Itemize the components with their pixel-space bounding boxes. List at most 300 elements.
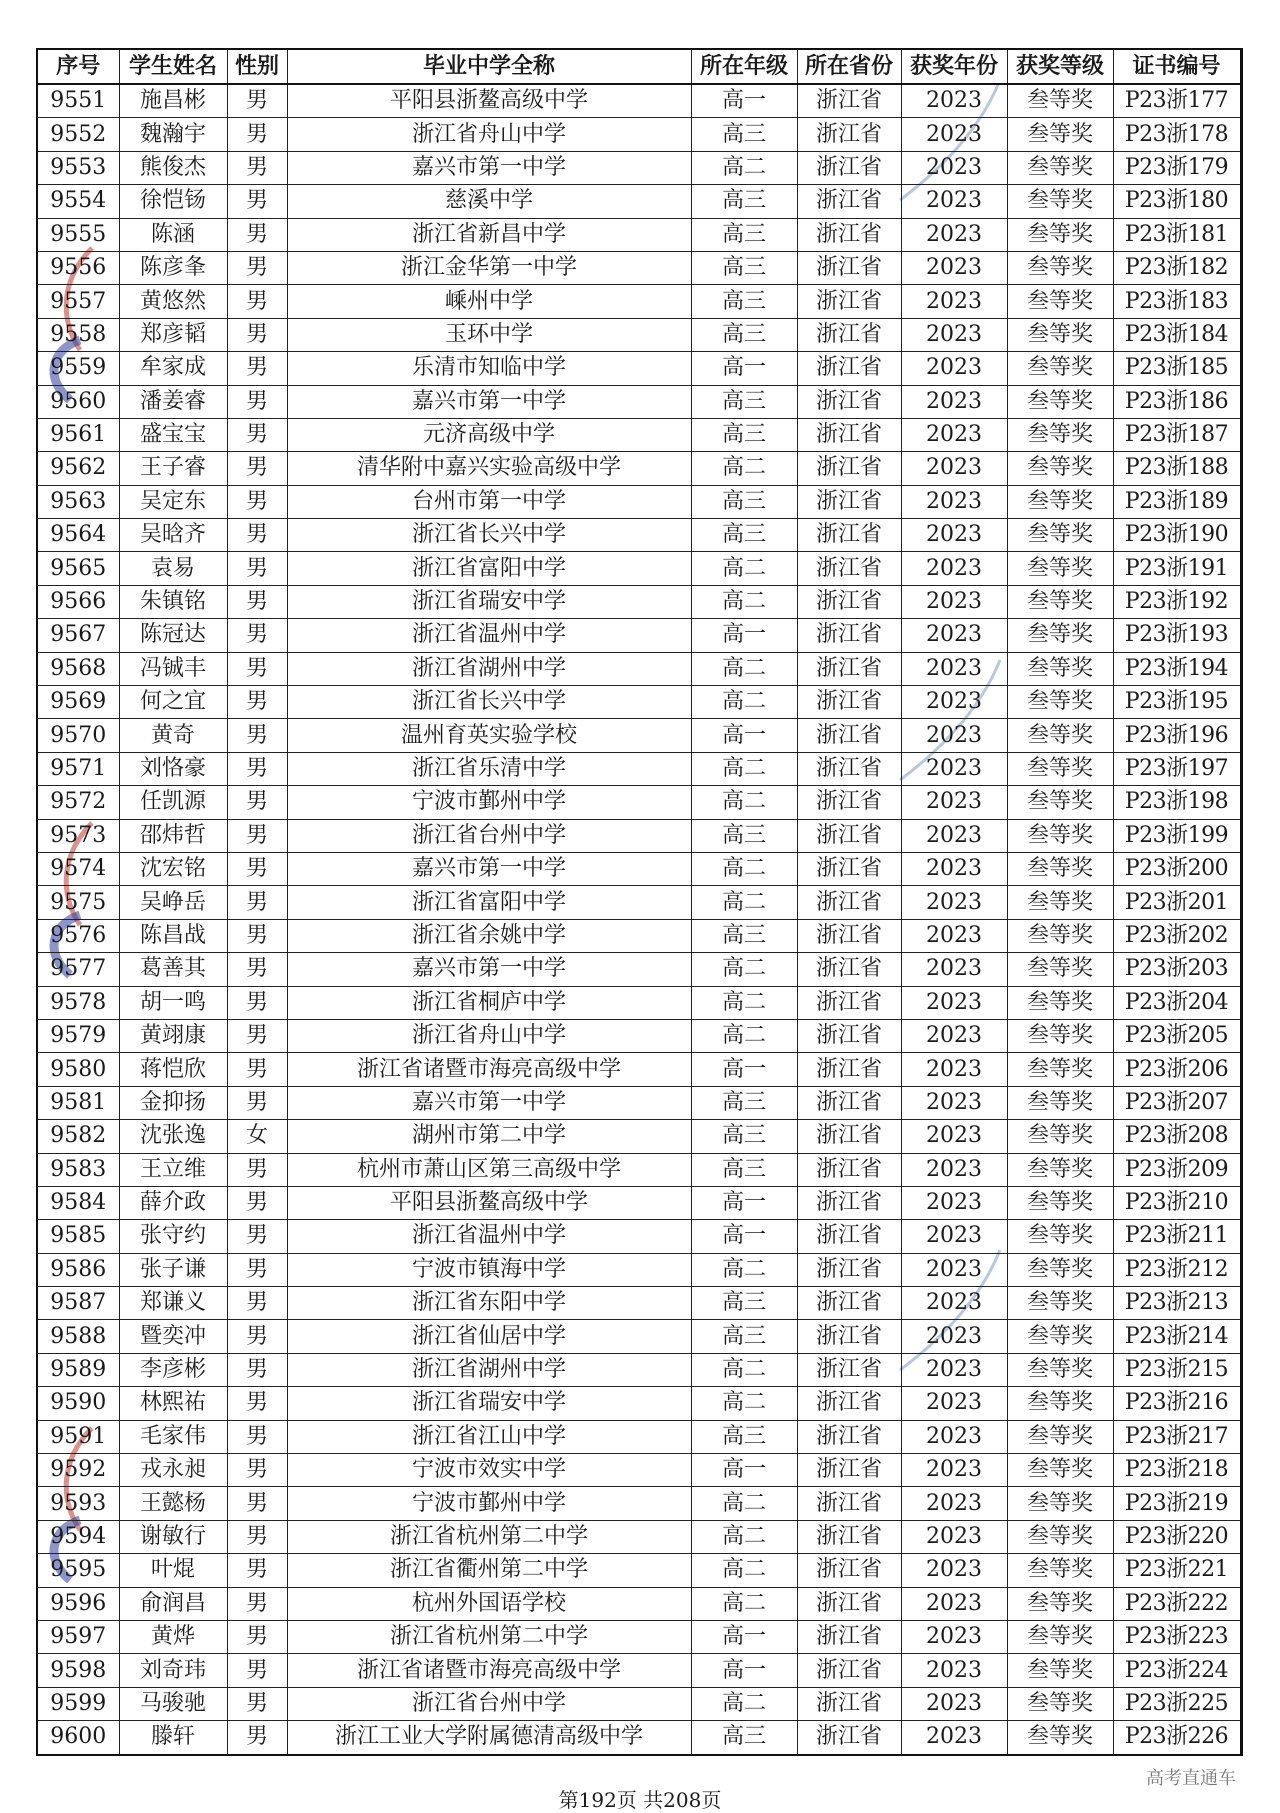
level-cell: 叁等奖 [1007,151,1113,184]
year-cell: 2023 [901,1587,1007,1620]
grade-cell: 高二 [691,953,797,986]
province-cell: 浙江省 [797,752,901,785]
school-cell: 浙江省瑞安中学 [287,1387,691,1420]
seq-cell: 9551 [37,84,119,118]
school-cell: 浙江省舟山中学 [287,1019,691,1052]
cert-cell: P23浙192 [1113,585,1241,618]
name-cell: 金抑扬 [119,1086,227,1119]
table-row [37,819,1241,852]
gender-cell: 男 [227,1220,287,1253]
school-cell: 浙江省温州中学 [287,1220,691,1253]
table-row [37,1153,1241,1186]
name-cell: 暨奕冲 [119,1320,227,1353]
school-cell: 浙江省余姚中学 [287,919,691,952]
cert-cell: P23浙203 [1113,953,1241,986]
name-cell: 盛宝宝 [119,418,227,451]
gender-cell: 男 [227,1320,287,1353]
grade-cell: 高三 [691,1320,797,1353]
name-cell: 陈昌战 [119,919,227,952]
level-cell: 叁等奖 [1007,786,1113,819]
year-cell: 2023 [901,552,1007,585]
year-cell: 2023 [901,919,1007,952]
seq-cell: 9567 [37,619,119,652]
seq-cell: 9564 [37,519,119,552]
cert-cell: P23浙197 [1113,752,1241,785]
grade-cell: 高三 [691,1120,797,1153]
province-cell: 浙江省 [797,1520,901,1553]
province-cell: 浙江省 [797,552,901,585]
school-cell: 宁波市鄞州中学 [287,1487,691,1520]
province-cell: 浙江省 [797,485,901,518]
seq-cell: 9583 [37,1153,119,1186]
year-cell: 2023 [901,485,1007,518]
province-cell: 浙江省 [797,251,901,284]
cert-cell: P23浙224 [1113,1654,1241,1687]
name-cell: 滕轩 [119,1721,227,1755]
table-row [37,1387,1241,1420]
table-row [37,1420,1241,1453]
grade-cell: 高二 [691,1587,797,1620]
table-row [37,519,1241,552]
gender-cell: 男 [227,752,287,785]
cert-cell: P23浙212 [1113,1253,1241,1286]
name-cell: 袁易 [119,552,227,585]
level-cell: 叁等奖 [1007,1053,1113,1086]
cert-cell: P23浙193 [1113,619,1241,652]
province-cell: 浙江省 [797,151,901,184]
seq-cell: 9586 [37,1253,119,1286]
level-cell: 叁等奖 [1007,1687,1113,1720]
level-cell: 叁等奖 [1007,719,1113,752]
header-seq: 序号 [37,49,119,84]
grade-cell: 高三 [691,1153,797,1186]
province-cell: 浙江省 [797,1554,901,1587]
level-cell: 叁等奖 [1007,585,1113,618]
name-cell: 熊俊杰 [119,151,227,184]
grade-cell: 高一 [691,84,797,118]
table-row [37,1287,1241,1320]
province-cell: 浙江省 [797,452,901,485]
grade-cell: 高一 [691,719,797,752]
name-cell: 沈宏铭 [119,852,227,885]
seq-cell: 9590 [37,1387,119,1420]
seq-cell: 9582 [37,1120,119,1153]
seq-cell: 9580 [37,1053,119,1086]
province-cell: 浙江省 [797,1253,901,1286]
year-cell: 2023 [901,1186,1007,1219]
table-row [37,151,1241,184]
name-cell: 潘姜睿 [119,385,227,418]
province-cell: 浙江省 [797,1487,901,1520]
year-cell: 2023 [901,1620,1007,1653]
school-cell: 浙江金华第一中学 [287,251,691,284]
level-cell: 叁等奖 [1007,1454,1113,1487]
province-cell: 浙江省 [797,1587,901,1620]
header-award-year: 获奖年份 [901,49,1007,84]
gender-cell: 男 [227,552,287,585]
year-cell: 2023 [901,251,1007,284]
year-cell: 2023 [901,819,1007,852]
school-cell: 浙江省台州中学 [287,1687,691,1720]
award-table [36,48,1243,1756]
level-cell: 叁等奖 [1007,1353,1113,1386]
year-cell: 2023 [901,1420,1007,1453]
province-cell: 浙江省 [797,1153,901,1186]
table-row [37,652,1241,685]
school-cell: 浙江省仙居中学 [287,1320,691,1353]
grade-cell: 高二 [691,1353,797,1386]
cert-cell: P23浙183 [1113,285,1241,318]
cert-cell: P23浙211 [1113,1220,1241,1253]
name-cell: 林熙祐 [119,1387,227,1420]
province-cell: 浙江省 [797,118,901,151]
name-cell: 胡一鸣 [119,986,227,1019]
province-cell: 浙江省 [797,84,901,118]
gender-cell: 男 [227,1487,287,1520]
gender-cell: 男 [227,118,287,151]
school-cell: 浙江省瑞安中学 [287,585,691,618]
grade-cell: 高二 [691,151,797,184]
gender-cell: 男 [227,852,287,885]
cert-cell: P23浙215 [1113,1353,1241,1386]
seq-cell: 9587 [37,1287,119,1320]
school-cell: 浙江省杭州第二中学 [287,1520,691,1553]
grade-cell: 高一 [691,1053,797,1086]
cert-cell: P23浙189 [1113,485,1241,518]
province-cell: 浙江省 [797,686,901,719]
level-cell: 叁等奖 [1007,185,1113,218]
school-cell: 浙江省富阳中学 [287,552,691,585]
school-cell: 浙江省衢州第二中学 [287,1554,691,1587]
grade-cell: 高三 [691,1721,797,1755]
seq-cell: 9577 [37,953,119,986]
level-cell: 叁等奖 [1007,1287,1113,1320]
level-cell: 叁等奖 [1007,1320,1113,1353]
gender-cell: 男 [227,185,287,218]
grade-cell: 高二 [691,1019,797,1052]
seq-cell: 9585 [37,1220,119,1253]
table-row [37,686,1241,719]
province-cell: 浙江省 [797,1620,901,1653]
year-cell: 2023 [901,686,1007,719]
year-cell: 2023 [901,218,1007,251]
name-cell: 吴定东 [119,485,227,518]
level-cell: 叁等奖 [1007,1019,1113,1052]
level-cell: 叁等奖 [1007,385,1113,418]
header-gender: 性别 [227,49,287,84]
name-cell: 黄悠然 [119,285,227,318]
school-cell: 平阳县浙鳌高级中学 [287,84,691,118]
gender-cell: 男 [227,1587,287,1620]
cert-cell: P23浙205 [1113,1019,1241,1052]
year-cell: 2023 [901,1086,1007,1119]
level-cell: 叁等奖 [1007,1387,1113,1420]
school-cell: 浙江省诸暨市海亮高级中学 [287,1654,691,1687]
cert-cell: P23浙204 [1113,986,1241,1019]
gender-cell: 男 [227,1387,287,1420]
grade-cell: 高三 [691,919,797,952]
school-cell: 浙江省长兴中学 [287,686,691,719]
cert-cell: P23浙195 [1113,686,1241,719]
grade-cell: 高二 [691,886,797,919]
province-cell: 浙江省 [797,318,901,351]
cert-cell: P23浙198 [1113,786,1241,819]
level-cell: 叁等奖 [1007,519,1113,552]
seq-cell: 9575 [37,886,119,919]
school-cell: 浙江省诸暨市海亮高级中学 [287,1053,691,1086]
grade-cell: 高二 [691,1520,797,1553]
table-row [37,1454,1241,1487]
table-row [37,852,1241,885]
gender-cell: 男 [227,886,287,919]
name-cell: 薛介政 [119,1186,227,1219]
cert-cell: P23浙201 [1113,886,1241,919]
table-row [37,953,1241,986]
year-cell: 2023 [901,1654,1007,1687]
province-cell: 浙江省 [797,986,901,1019]
table-row [37,318,1241,351]
grade-cell: 高三 [691,1287,797,1320]
school-cell: 浙江省台州中学 [287,819,691,852]
table-row [37,1620,1241,1653]
level-cell: 叁等奖 [1007,218,1113,251]
school-cell: 元济高级中学 [287,418,691,451]
year-cell: 2023 [901,118,1007,151]
province-cell: 浙江省 [797,418,901,451]
cert-cell: P23浙208 [1113,1120,1241,1153]
level-cell: 叁等奖 [1007,1520,1113,1553]
cert-cell: P23浙180 [1113,185,1241,218]
year-cell: 2023 [901,318,1007,351]
level-cell: 叁等奖 [1007,1153,1113,1186]
name-cell: 王子睿 [119,452,227,485]
year-cell: 2023 [901,1687,1007,1720]
school-cell: 慈溪中学 [287,185,691,218]
cert-cell: P23浙185 [1113,352,1241,385]
table-row [37,185,1241,218]
grade-cell: 高一 [691,1220,797,1253]
province-cell: 浙江省 [797,919,901,952]
seq-cell: 9571 [37,752,119,785]
school-cell: 宁波市镇海中学 [287,1253,691,1286]
header-student-name: 学生姓名 [119,49,227,84]
school-cell: 杭州外国语学校 [287,1587,691,1620]
cert-cell: P23浙209 [1113,1153,1241,1186]
year-cell: 2023 [901,1019,1007,1052]
grade-cell: 高三 [691,251,797,284]
province-cell: 浙江省 [797,652,901,685]
year-cell: 2023 [901,352,1007,385]
grade-cell: 高二 [691,652,797,685]
year-cell: 2023 [901,1454,1007,1487]
page-number: 第192页 共208页 [558,1788,722,1812]
gender-cell: 男 [227,1153,287,1186]
gender-cell: 男 [227,786,287,819]
school-cell: 浙江工业大学附属德清高级中学 [287,1721,691,1755]
grade-cell: 高一 [691,1186,797,1219]
table-row [37,1220,1241,1253]
year-cell: 2023 [901,185,1007,218]
province-cell: 浙江省 [797,1654,901,1687]
gender-cell: 男 [227,1620,287,1653]
level-cell: 叁等奖 [1007,552,1113,585]
grade-cell: 高二 [691,852,797,885]
grade-cell: 高三 [691,1420,797,1453]
grade-cell: 高三 [691,118,797,151]
school-cell: 乐清市知临中学 [287,352,691,385]
year-cell: 2023 [901,786,1007,819]
table-row [37,1120,1241,1153]
level-cell: 叁等奖 [1007,1420,1113,1453]
gender-cell: 男 [227,218,287,251]
gender-cell: 男 [227,953,287,986]
cert-cell: P23浙216 [1113,1387,1241,1420]
name-cell: 张守约 [119,1220,227,1253]
cert-cell: P23浙220 [1113,1520,1241,1553]
seq-cell: 9592 [37,1454,119,1487]
school-cell: 浙江省湖州中学 [287,1353,691,1386]
year-cell: 2023 [901,1721,1007,1755]
grade-cell: 高三 [691,385,797,418]
year-cell: 2023 [901,719,1007,752]
table-row [37,485,1241,518]
level-cell: 叁等奖 [1007,886,1113,919]
school-cell: 浙江省乐清中学 [287,752,691,785]
province-cell: 浙江省 [797,852,901,885]
gender-cell: 男 [227,151,287,184]
cert-cell: P23浙223 [1113,1620,1241,1653]
seq-cell: 9557 [37,285,119,318]
table-row [37,1320,1241,1353]
gender-cell: 女 [227,1120,287,1153]
gender-cell: 男 [227,1287,287,1320]
year-cell: 2023 [901,84,1007,118]
school-cell: 嵊州中学 [287,285,691,318]
level-cell: 叁等奖 [1007,1554,1113,1587]
school-cell: 浙江省长兴中学 [287,519,691,552]
seq-cell: 9579 [37,1019,119,1052]
level-cell: 叁等奖 [1007,819,1113,852]
grade-cell: 高二 [691,1687,797,1720]
seq-cell: 9597 [37,1620,119,1653]
province-cell: 浙江省 [797,218,901,251]
header-school: 毕业中学全称 [287,49,691,84]
name-cell: 何之宜 [119,686,227,719]
cert-cell: P23浙217 [1113,1420,1241,1453]
name-cell: 张子谦 [119,1253,227,1286]
seq-cell: 9591 [37,1420,119,1453]
header-certificate-no: 证书编号 [1113,49,1241,84]
name-cell: 陈冠达 [119,619,227,652]
seq-cell: 9584 [37,1186,119,1219]
table-row [37,1353,1241,1386]
school-cell: 浙江省东阳中学 [287,1287,691,1320]
province-cell: 浙江省 [797,1220,901,1253]
province-cell: 浙江省 [797,1120,901,1153]
year-cell: 2023 [901,151,1007,184]
grade-cell: 高二 [691,552,797,585]
cert-cell: P23浙218 [1113,1454,1241,1487]
province-cell: 浙江省 [797,1287,901,1320]
cert-cell: P23浙191 [1113,552,1241,585]
name-cell: 魏瀚宇 [119,118,227,151]
gender-cell: 男 [227,1353,287,1386]
name-cell: 陈彦夆 [119,251,227,284]
province-cell: 浙江省 [797,385,901,418]
table-row [37,986,1241,1019]
school-cell: 浙江省杭州第二中学 [287,1620,691,1653]
level-cell: 叁等奖 [1007,1587,1113,1620]
seq-cell: 9559 [37,352,119,385]
province-cell: 浙江省 [797,1086,901,1119]
seq-cell: 9565 [37,552,119,585]
gender-cell: 男 [227,1186,287,1219]
level-cell: 叁等奖 [1007,1220,1113,1253]
grade-cell: 高二 [691,752,797,785]
year-cell: 2023 [901,452,1007,485]
seq-cell: 9556 [37,251,119,284]
year-cell: 2023 [901,652,1007,685]
province-cell: 浙江省 [797,519,901,552]
name-cell: 马骏驰 [119,1687,227,1720]
table-row [37,1654,1241,1687]
table-row [37,84,1241,118]
gender-cell: 男 [227,418,287,451]
seq-cell: 9570 [37,719,119,752]
cert-cell: P23浙187 [1113,418,1241,451]
name-cell: 刘恪豪 [119,752,227,785]
seq-cell: 9581 [37,1086,119,1119]
cert-cell: P23浙184 [1113,318,1241,351]
gender-cell: 男 [227,485,287,518]
province-cell: 浙江省 [797,285,901,318]
grade-cell: 高三 [691,819,797,852]
gender-cell: 男 [227,686,287,719]
level-cell: 叁等奖 [1007,686,1113,719]
level-cell: 叁等奖 [1007,953,1113,986]
table-row [37,218,1241,251]
level-cell: 叁等奖 [1007,352,1113,385]
cert-cell: P23浙225 [1113,1687,1241,1720]
level-cell: 叁等奖 [1007,84,1113,118]
table-row [37,585,1241,618]
table-row [37,251,1241,284]
school-cell: 嘉兴市第一中学 [287,852,691,885]
table-row [37,285,1241,318]
cert-cell: P23浙190 [1113,519,1241,552]
table-row [37,1487,1241,1520]
grade-cell: 高二 [691,786,797,819]
year-cell: 2023 [901,418,1007,451]
table-row [37,719,1241,752]
cert-cell: P23浙177 [1113,84,1241,118]
table-row [37,752,1241,785]
cert-cell: P23浙188 [1113,452,1241,485]
header-province: 所在省份 [797,49,901,84]
province-cell: 浙江省 [797,1420,901,1453]
level-cell: 叁等奖 [1007,1253,1113,1286]
province-cell: 浙江省 [797,1387,901,1420]
school-cell: 杭州市萧山区第三高级中学 [287,1153,691,1186]
name-cell: 陈涵 [119,218,227,251]
name-cell: 毛家伟 [119,1420,227,1453]
seq-cell: 9553 [37,151,119,184]
year-cell: 2023 [901,619,1007,652]
province-cell: 浙江省 [797,1053,901,1086]
seq-cell: 9561 [37,418,119,451]
school-cell: 玉环中学 [287,318,691,351]
gender-cell: 男 [227,652,287,685]
